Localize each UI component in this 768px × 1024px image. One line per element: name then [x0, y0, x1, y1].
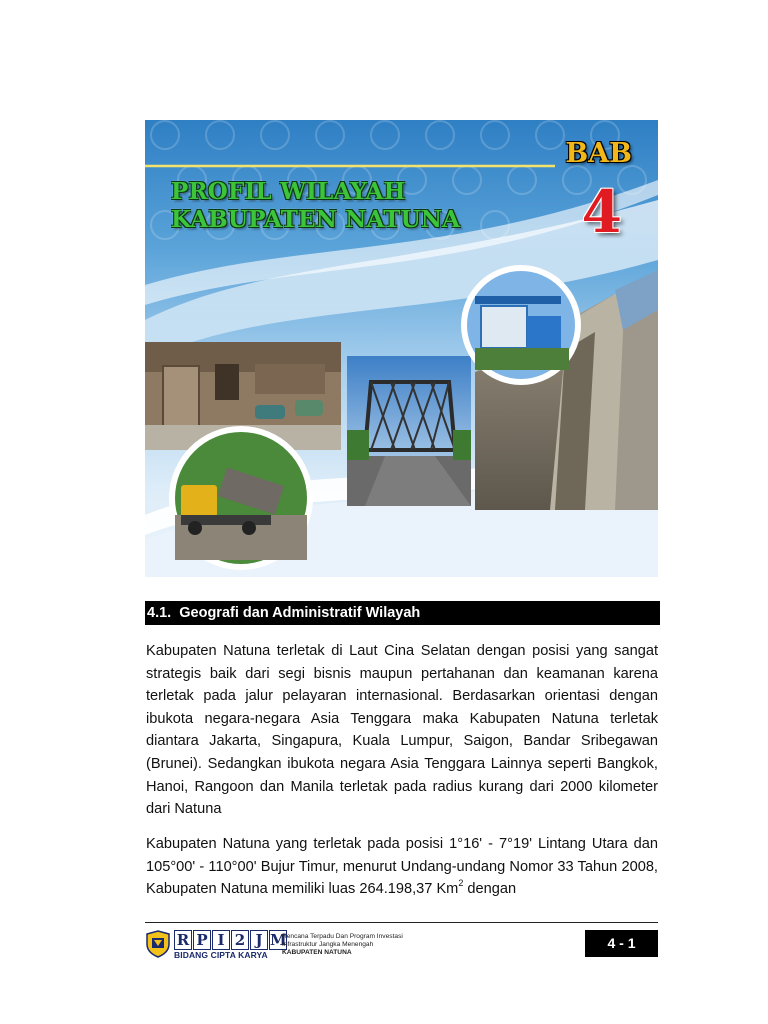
- chapter-label: BAB: [565, 138, 632, 169]
- superscript-2: 2: [458, 878, 464, 889]
- paragraph-2-tail: dengan: [463, 881, 517, 898]
- footer-desc-line-2: Infrastruktur Jangka Menengah: [282, 941, 374, 948]
- chapter-number: 4: [581, 178, 622, 246]
- cover-title-line-1: PROFIL WILAYAH: [171, 178, 406, 205]
- footer-desc-line-1: Rencana Terpadu Dan Program Investasi: [282, 933, 403, 940]
- water-plant-photo: [461, 265, 581, 385]
- page-number: 4 - 1: [585, 930, 658, 957]
- logo-letter: M: [270, 931, 287, 949]
- logo-letter: J: [250, 930, 268, 950]
- logo-letters: [174, 930, 287, 950]
- ministry-emblem-icon: [145, 930, 171, 958]
- footer-desc-line-3: KABUPATEN NATUNA: [282, 949, 352, 956]
- chapter-cover-banner: [145, 120, 658, 577]
- logo-letter: I: [212, 930, 230, 950]
- paragraph-2-text: Kabupaten Natuna yang terletak pada posisi 1°16' - 7°19' Lintang Utara dan 105°00' - 110°00' Bujur Timur, menurut Undang-undang Nomor 33 Tahun 2008, Kabupaten Natuna memiliki luas 264.198,37 Km: [146, 836, 658, 898]
- garbage-truck-photo: [169, 426, 313, 570]
- body-paragraph-1: Kabupaten Natuna terletak di Laut Cina Selatan dengan posisi yang sangat strategis baik dari segi bisnis maupun pertahanan dan keamanan karena terletak pada jalur pelayaran internasional. Berdasarkan orientasi dengan ibukota negara-negara Asia Tenggara maka Kabupaten Natuna terletak diantara Jakarta, Singapura, Kuala Lumpur, Saigon, Bandar Sribegawan (Brunei). Sedangkan ibukota negara Asia Tenggara Lainnya seperti Bangkok, Hanoi, Rangoon dan Manila terletak pada radius kurang dari 2000 kilometer dari Natuna: [146, 643, 658, 818]
- body-paragraph-2: [146, 833, 658, 901]
- logo-letter: 2: [231, 930, 249, 950]
- logo-letter: P: [193, 930, 211, 950]
- cover-title-line-2: KABUPATEN NATUNA: [171, 206, 461, 233]
- logo-letter: R: [174, 930, 192, 950]
- logo-subtitle: BIDANG CIPTA KARYA: [174, 950, 268, 960]
- bridge-photo: [347, 356, 471, 506]
- footer-divider: [145, 922, 658, 923]
- section-heading: 4.1. Geografi dan Administratif Wilayah: [145, 601, 660, 625]
- rpi2jm-logo: [145, 930, 287, 960]
- cover-title: [171, 178, 460, 234]
- footer-description: [282, 933, 403, 957]
